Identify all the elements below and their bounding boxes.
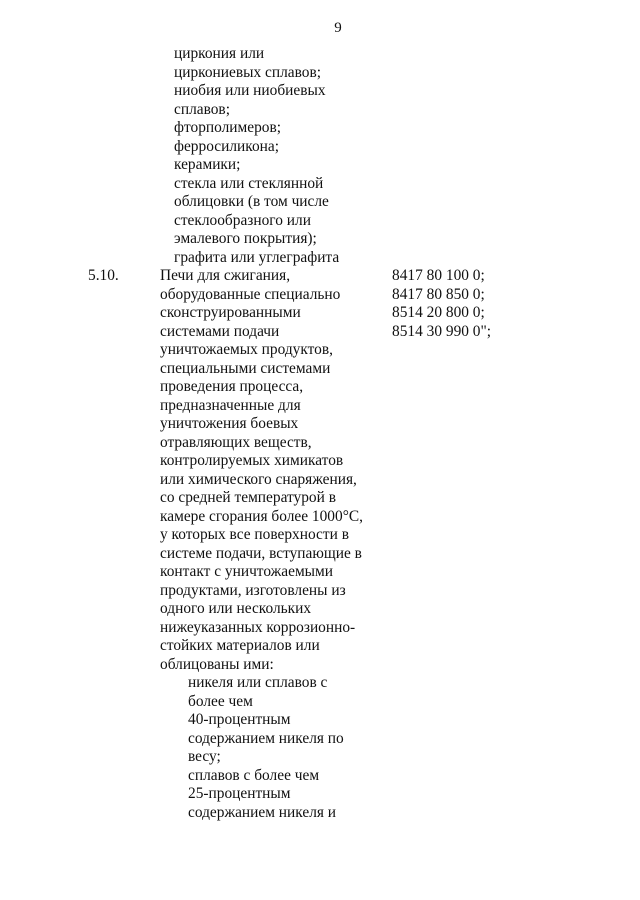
text-line: весу;: [188, 748, 221, 765]
text-line: предназначенные для: [160, 396, 301, 414]
item-description: [160, 267, 363, 674]
text-line: стекла или стеклянной: [174, 174, 324, 192]
text-line: камере сгорания более 1000°C,: [160, 507, 363, 525]
text-line: нижеуказанных коррозионно-: [160, 618, 356, 636]
text-line: уничтожаемых продуктов,: [160, 341, 333, 358]
text-line: облицовки (в том числе: [174, 193, 329, 210]
text-line: системами подачи: [160, 322, 280, 340]
code-line: 8417 80 850 0;: [392, 285, 485, 303]
text-line: контакт с уничтожаемыми: [160, 563, 333, 580]
text-line: эмалевого покрытия);: [174, 230, 317, 247]
code-line: 8417 80 100 0;: [392, 267, 485, 284]
text-line: циркониевых сплавов;: [174, 63, 321, 81]
item-codes: [392, 267, 491, 341]
text-line: контролируемых химикатов: [160, 452, 344, 469]
text-line: системе подачи, вступающие в: [160, 544, 362, 562]
code-line: 8514 20 800 0;: [392, 304, 485, 321]
text-line: циркония или: [174, 45, 265, 62]
text-line: сконструированными: [160, 304, 301, 321]
page-number: 9: [334, 20, 342, 36]
text-line: со средней температурой в: [160, 489, 336, 506]
text-line: уничтожения боевых: [160, 415, 299, 432]
text-line: графита или углеграфита: [174, 248, 340, 266]
text-line: продуктами, изготовлены из: [160, 581, 346, 599]
text-line: ниобия или ниобиевых: [174, 82, 326, 99]
item-number: 5.10.: [88, 267, 119, 284]
text-line: стеклообразного или: [174, 211, 311, 229]
continued-materials-list: [174, 45, 339, 267]
text-line: более чем: [188, 692, 253, 710]
text-line: или химического снаряжения,: [160, 470, 357, 488]
text-line: содержанием никеля и: [188, 803, 337, 821]
text-line: облицованы ими:: [160, 655, 274, 673]
text-line: ферросиликона;: [174, 137, 279, 155]
text-line: специальными системами: [160, 359, 331, 377]
text-line: 40-процентным: [188, 711, 291, 728]
text-line: сплавов с более чем: [188, 766, 320, 784]
item-materials-list: [188, 674, 344, 822]
text-line: одного или нескольких: [160, 600, 312, 617]
text-line: содержанием никеля по: [188, 729, 344, 747]
text-line: керамики;: [174, 156, 241, 173]
text-line: 25-процентным: [188, 785, 291, 802]
code-line: 8514 30 990 0";: [392, 322, 492, 340]
text-line: стойких материалов или: [160, 637, 320, 654]
text-line: оборудованные специально: [160, 285, 341, 303]
text-line: фторполимеров;: [174, 119, 282, 136]
text-line: у которых все поверхности в: [160, 526, 349, 543]
text-line: отравляющих веществ,: [160, 433, 312, 451]
text-line: Печи для сжигания,: [160, 267, 291, 284]
text-line: сплавов;: [174, 100, 230, 118]
text-line: проведения процесса,: [160, 378, 304, 395]
text-line: никеля или сплавов с: [188, 674, 328, 691]
